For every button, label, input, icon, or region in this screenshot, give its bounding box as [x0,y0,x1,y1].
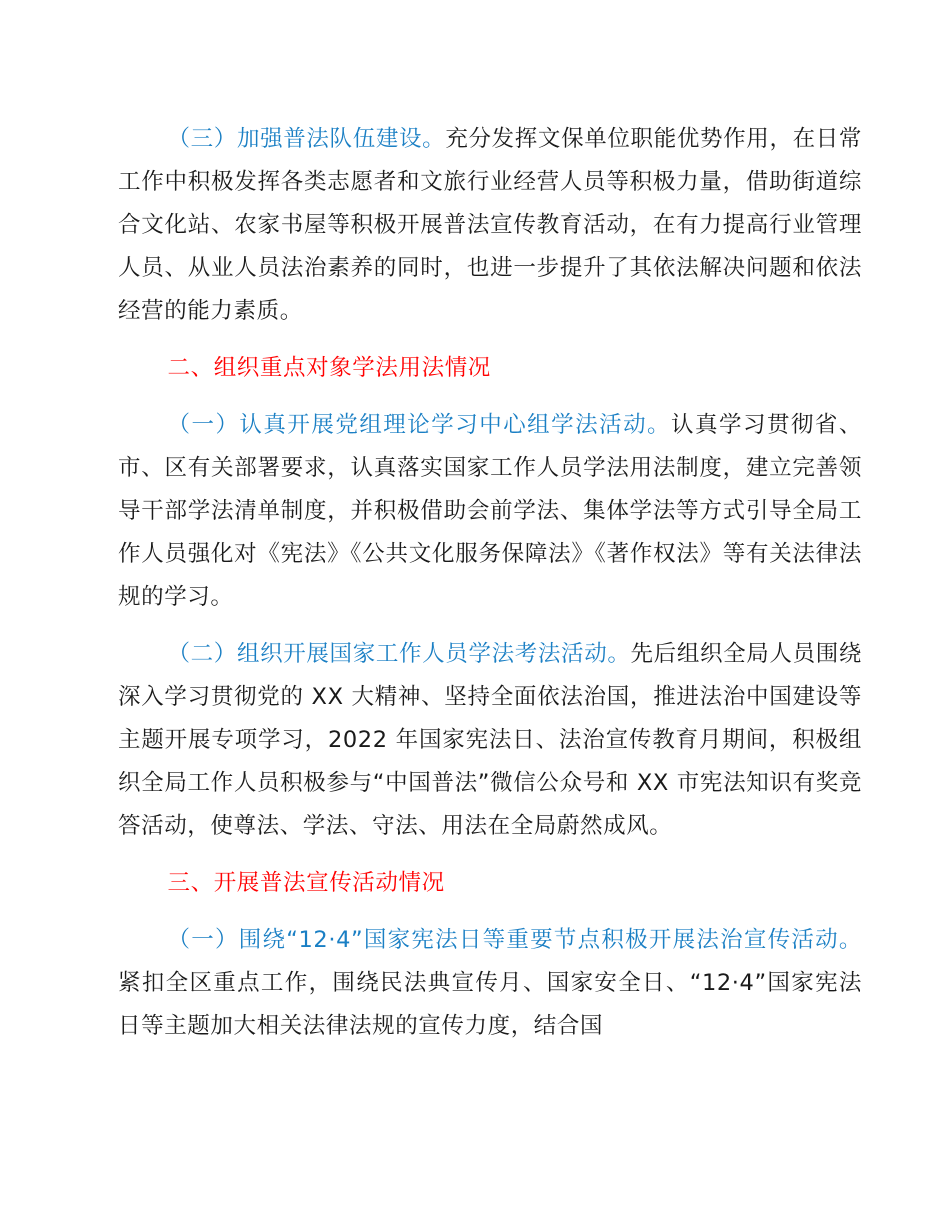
paragraph-constitution-day [118,919,862,1048]
paragraph-body: 充分发挥文保单位职能优势作用，在日常工作中积极发挥各类志愿者和文旅行业经营人员等积极力量，借助街道综合文化站、农家书屋等积极开展普法宣传教育活动，在有力提高行业管理人员、从业人员法治素养的同时，也进一步提升了其依法解决问题和依法经营的能力素质。 [118,126,862,324]
paragraph-body: 认真学习贯彻省、市、区有关部署要求，认真落实国家工作人员学法用法制度，建立完善领导干部学法清单制度，并积极借助会前学法、集体学法等方式引导全局工作人员强化对《宪法》《公共文化服务保障法》《著作权法》等有关法律法规的学习。 [118,412,862,610]
paragraph-party-study [118,404,862,619]
subheading-party-study: （一）认真开展党组理论学习中心组学法活动。 [167,412,672,438]
paragraph-body: 先后组织全局人员围绕深入学习贯彻党的 XX 大精神、坚持全面依法治国，推进法治中国建设等主题开展专项学习，2022 年国家宪法日、法治宣传教育月期间，积极组织全局工作人员积极参与“中国普法”微信公众号和 XX 市宪法知识有奖竞答活动，使尊法、学法、守法、用法在全局蔚然成风。 [118,641,862,839]
paragraph-team-building [118,118,862,333]
paragraph-body: 紧扣全区重点工作，围绕民法典宣传月、国家安全日、“12·4”国家宪法日等主题加大相关法律法规的宣传力度，结合国 [118,970,862,1039]
paragraph-staff-exam [118,633,862,848]
subheading-staff-exam: （二）组织开展国家工作人员学法考法活动。 [167,641,631,667]
section-heading-publicity: 三、开展普法宣传活动情况 [167,870,445,896]
subheading-team-building: （三）加强普法队伍建设。 [167,126,446,152]
section-heading-key-targets: 二、组织重点对象学法用法情况 [167,355,491,381]
subheading-constitution-day: （一）围绕“12·4”国家宪法日等重要节点积极开展法治宣传活动。 [167,927,862,953]
